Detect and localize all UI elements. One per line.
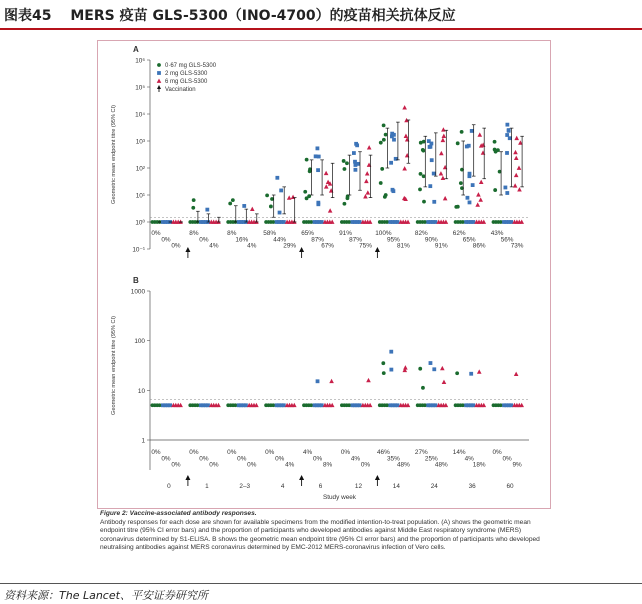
vaccination-arrowhead (299, 247, 304, 252)
percent-responders-label: 75% (359, 242, 372, 250)
data-point (382, 371, 386, 375)
data-point (505, 191, 509, 195)
data-point (513, 183, 518, 187)
data-point (305, 158, 309, 162)
data-point (442, 134, 447, 138)
data-point (429, 361, 433, 365)
data-point (402, 166, 407, 170)
vaccination-arrowhead (185, 475, 190, 480)
data-point (422, 200, 426, 204)
data-point (269, 205, 273, 209)
percent-responders-label: 87% (311, 236, 324, 244)
percent-responders-label: 100% (375, 230, 392, 237)
x-tick-label: 1 (205, 483, 209, 490)
data-point (468, 201, 472, 205)
data-point (441, 127, 446, 131)
data-point (379, 181, 383, 185)
percent-responders-label: 90% (424, 236, 438, 244)
data-point (514, 173, 519, 177)
data-point (465, 145, 469, 149)
data-point (479, 180, 484, 184)
percent-responders-label: 81% (397, 242, 410, 250)
legend-marker-icon (157, 63, 161, 67)
percent-responders-label: 43% (490, 230, 504, 237)
data-point (499, 220, 503, 224)
percent-responders-label: 0% (312, 455, 323, 463)
data-point (343, 202, 347, 206)
data-point (343, 167, 347, 171)
percent-responders-label: 35% (387, 455, 400, 463)
data-point (421, 386, 425, 390)
antibody-response-chart (97, 40, 549, 507)
data-point (308, 169, 312, 173)
data-point (505, 133, 509, 137)
data-point (385, 403, 389, 407)
data-point (265, 193, 269, 197)
data-point (429, 142, 433, 146)
data-point (354, 168, 358, 172)
report-header (0, 0, 642, 30)
data-point (192, 198, 196, 202)
percent-responders-label: 0% (171, 461, 181, 469)
data-point (271, 220, 275, 224)
data-point (275, 176, 279, 180)
data-point (328, 208, 333, 212)
data-point (494, 150, 498, 154)
data-point (514, 156, 519, 160)
data-point (314, 154, 318, 158)
data-point (471, 183, 475, 187)
data-point (505, 151, 509, 155)
data-point (430, 158, 434, 162)
percent-responders-label: 0% (189, 449, 199, 456)
legend-arrowhead (157, 85, 161, 89)
data-point (228, 202, 232, 206)
data-point (477, 369, 482, 373)
percent-responders-label: 86% (472, 242, 486, 250)
data-point (456, 205, 460, 209)
percent-responders-label: 4% (464, 455, 474, 463)
data-point (316, 201, 320, 205)
legend-label: Vaccination (165, 87, 196, 94)
percent-responders-label: 8% (189, 230, 199, 237)
data-point (477, 132, 482, 136)
footer-divider (0, 583, 642, 584)
figure-caption (100, 510, 545, 553)
percent-responders-label: 48% (434, 461, 448, 469)
data-point (234, 403, 238, 407)
vaccination-arrowhead (185, 247, 190, 252)
data-point (366, 378, 371, 382)
legend-label: 2 mg GLS-5300 (165, 71, 208, 78)
y-tick-label: 10 (137, 387, 145, 395)
x-tick-label: 12 (354, 483, 363, 490)
data-point (287, 195, 292, 199)
y-tick-label: 10⁰ (135, 219, 145, 227)
percent-responders-label: 87% (349, 236, 362, 244)
percent-responders-label: 67% (321, 242, 334, 250)
data-point (384, 133, 388, 137)
data-point (196, 403, 200, 407)
percent-responders-label: 95% (387, 236, 400, 244)
data-point (305, 196, 309, 200)
data-point (460, 130, 464, 134)
data-point (205, 208, 209, 212)
y-tick-label: 100 (134, 338, 145, 346)
data-point (345, 161, 349, 165)
data-point (423, 403, 427, 407)
x-tick-label: 2–3 (239, 483, 251, 490)
vaccination-arrowhead (299, 475, 304, 480)
y-tick-label: 10⁶ (135, 57, 145, 65)
data-point (342, 159, 346, 163)
x-tick-label: 4 (280, 483, 285, 490)
data-point (513, 150, 518, 154)
data-point (432, 172, 436, 176)
data-point (418, 367, 422, 371)
percent-responders-label: 4% (302, 449, 313, 456)
data-point (389, 350, 393, 354)
percent-responders-label: 18% (472, 461, 486, 469)
data-point (392, 138, 396, 142)
data-point (250, 207, 255, 211)
percent-responders-label: 8% (227, 230, 237, 237)
percent-responders-label: 0% (161, 455, 171, 463)
percent-responders-label: 0% (199, 455, 209, 463)
data-point (475, 202, 480, 206)
data-point (382, 138, 386, 142)
data-point (517, 187, 522, 191)
data-point (367, 145, 372, 149)
x-tick-label: 0 (167, 483, 171, 490)
data-point (432, 367, 436, 371)
data-point (324, 184, 329, 188)
data-point (347, 403, 351, 407)
data-point (505, 123, 509, 127)
data-point (440, 366, 445, 370)
data-point (441, 176, 446, 180)
data-point (278, 211, 282, 215)
percent-responders-label: 56% (500, 236, 514, 244)
percent-responders-label: 14% (452, 449, 466, 456)
panel-label-A: A (133, 45, 139, 54)
percent-responders-label: 0% (151, 230, 161, 237)
data-point (242, 204, 246, 208)
data-point (389, 368, 393, 372)
panel-label-B: B (133, 276, 139, 285)
data-point (493, 140, 497, 144)
vaccination-arrowhead (375, 247, 380, 252)
data-point (380, 167, 384, 171)
percent-responders-label: 0% (151, 449, 161, 456)
data-point (442, 380, 447, 384)
data-point (383, 195, 387, 199)
percent-responders-label: 0% (209, 461, 219, 469)
data-point (382, 123, 386, 127)
vaccination-arrowhead (375, 475, 380, 480)
caption-title: Figure 2: Vaccine-associated antibody responses. (100, 510, 257, 517)
percent-responders-label: 65% (462, 236, 476, 244)
data-point (470, 129, 474, 133)
data-point (461, 220, 465, 224)
percent-responders-label: 0% (171, 242, 181, 250)
legend-label: 6 mg GLS-5300 (165, 79, 208, 86)
y-tick-label: 10⁻¹ (132, 246, 145, 254)
data-point (418, 188, 422, 192)
percent-responders-label: 4% (209, 242, 219, 250)
data-point (329, 379, 334, 383)
percent-responders-label: 29% (283, 242, 297, 250)
data-point (309, 403, 313, 407)
data-point (432, 200, 436, 204)
percent-responders-label: 0% (237, 455, 247, 463)
data-point (469, 372, 473, 376)
data-point (439, 171, 444, 175)
legend-label: 0·67 mg GLS-5300 (165, 63, 217, 70)
x-tick-label: 60 (506, 483, 514, 490)
data-point (478, 197, 483, 201)
data-point (303, 190, 307, 194)
data-point (481, 150, 486, 154)
data-point (385, 220, 389, 224)
legend-marker-icon (157, 79, 162, 83)
data-point (347, 220, 351, 224)
percent-responders-label: 8% (322, 461, 333, 469)
data-point (379, 141, 383, 145)
percent-responders-label: 82% (414, 230, 428, 237)
data-point (316, 146, 320, 150)
data-point (405, 153, 410, 157)
percent-responders-label: 48% (397, 461, 410, 469)
y-tick-label: 10⁴ (135, 111, 145, 119)
percent-responders-label: 4% (350, 455, 361, 463)
data-point (422, 149, 426, 153)
y-tick-label: 1 (141, 437, 145, 445)
x-tick-label: 24 (430, 483, 438, 490)
data-point (354, 163, 358, 167)
percent-responders-label: 44% (273, 236, 287, 244)
percent-responders-label: 0% (492, 449, 502, 456)
percent-responders-label: 91% (339, 230, 352, 237)
caption-body: Antibody responses for each dose are shown for available specimens from the modified intention-to-treat population. (A) shows the geometric mean endpoint titre (95% CI error bars) and the proportion of participants who developed antibodies against Middle East respiratory syndrome (MERS) coronavirus determined by S1-ELISA. B shows the geometric mean endpoint titre (95% CI error bars) and the proportion of participants who developed neutralising antibodies against MERS coronavirus determined by EMC-2012 MERS-coronavirus infection of Vero cells. (100, 518, 540, 552)
data-point (428, 145, 432, 149)
data-point (364, 179, 369, 183)
percent-responders-label: 0% (360, 461, 371, 469)
data-point (443, 165, 448, 169)
data-point (476, 192, 481, 196)
data-point (455, 371, 459, 375)
x-tick-label: 6 (318, 483, 323, 490)
data-point (279, 189, 283, 193)
x-tick-label: 36 (468, 483, 476, 490)
data-point (467, 174, 471, 178)
percent-responders-label: 0% (265, 449, 275, 456)
percent-responders-label: 73% (510, 242, 524, 250)
data-point (355, 143, 359, 147)
data-point (404, 134, 409, 138)
percent-responders-label: 46% (377, 449, 390, 456)
legend-marker-icon (157, 71, 161, 75)
percent-responders-label: 62% (452, 230, 466, 237)
data-point (514, 372, 519, 376)
data-point (191, 206, 195, 210)
data-point (441, 138, 446, 142)
data-point (392, 133, 396, 137)
data-point (389, 161, 393, 165)
data-point (271, 403, 275, 407)
percent-responders-label: 27% (414, 449, 428, 456)
figure-title: 图表45 MERS 疫苗 GLS-5300（INO-4700）的疫苗相关抗体反应 (4, 8, 456, 24)
y-tick-label: 10³ (135, 138, 145, 146)
percent-responders-label: 0% (161, 236, 171, 244)
percent-responders-label: 0% (247, 461, 257, 469)
data-point (352, 151, 356, 155)
data-point (459, 181, 463, 185)
data-point (439, 151, 444, 155)
y-axis-label: Geometric mean endpoint titre (95% CI) (111, 105, 117, 204)
percent-responders-label: 16% (235, 236, 249, 244)
data-point (419, 172, 423, 176)
x-axis-label: Study week (322, 494, 357, 501)
percent-responders-label: 58% (263, 230, 277, 237)
y-tick-label: 10² (135, 165, 145, 173)
source-note: 资料来源：The Lancet、平安证券研究所 (4, 589, 208, 602)
y-tick-label: 10⁵ (135, 84, 145, 92)
data-point (324, 171, 329, 175)
percent-responders-label: 0% (199, 236, 209, 244)
data-point (517, 165, 522, 169)
percent-responders-label: 0% (275, 455, 285, 463)
percent-responders-label: 91% (434, 242, 448, 250)
data-point (402, 105, 407, 109)
data-point (466, 196, 470, 200)
data-point (503, 186, 507, 190)
data-point (514, 136, 519, 140)
data-point (366, 190, 371, 194)
data-point (443, 196, 448, 200)
percent-responders-label: 4% (247, 242, 257, 250)
x-tick-label: 14 (392, 483, 400, 490)
data-point (507, 129, 511, 133)
data-point (316, 168, 320, 172)
data-point (309, 220, 313, 224)
data-point (456, 141, 460, 145)
data-point (493, 188, 497, 192)
percent-responders-label: 0% (340, 449, 351, 456)
y-tick-label: 10¹ (135, 192, 145, 200)
percent-responders-label: 4% (285, 461, 295, 469)
data-point (423, 220, 427, 224)
y-axis-label: Geometric mean endpoint titre (95% CI) (111, 316, 117, 415)
data-point (363, 194, 368, 198)
percent-responders-label: 0% (502, 455, 512, 463)
y-tick-label: 1000 (130, 288, 145, 296)
percent-responders-label: 65% (301, 230, 314, 237)
data-point (365, 171, 370, 175)
data-point (392, 189, 396, 193)
data-point (158, 403, 162, 407)
data-point (428, 184, 432, 188)
data-point (461, 403, 465, 407)
data-point (499, 403, 503, 407)
percent-responders-label: 25% (424, 455, 438, 463)
data-point (316, 379, 320, 383)
percent-responders-label: 0% (227, 449, 237, 456)
percent-responders-label: 9% (512, 461, 522, 469)
data-point (381, 361, 385, 365)
data-point (231, 198, 235, 202)
